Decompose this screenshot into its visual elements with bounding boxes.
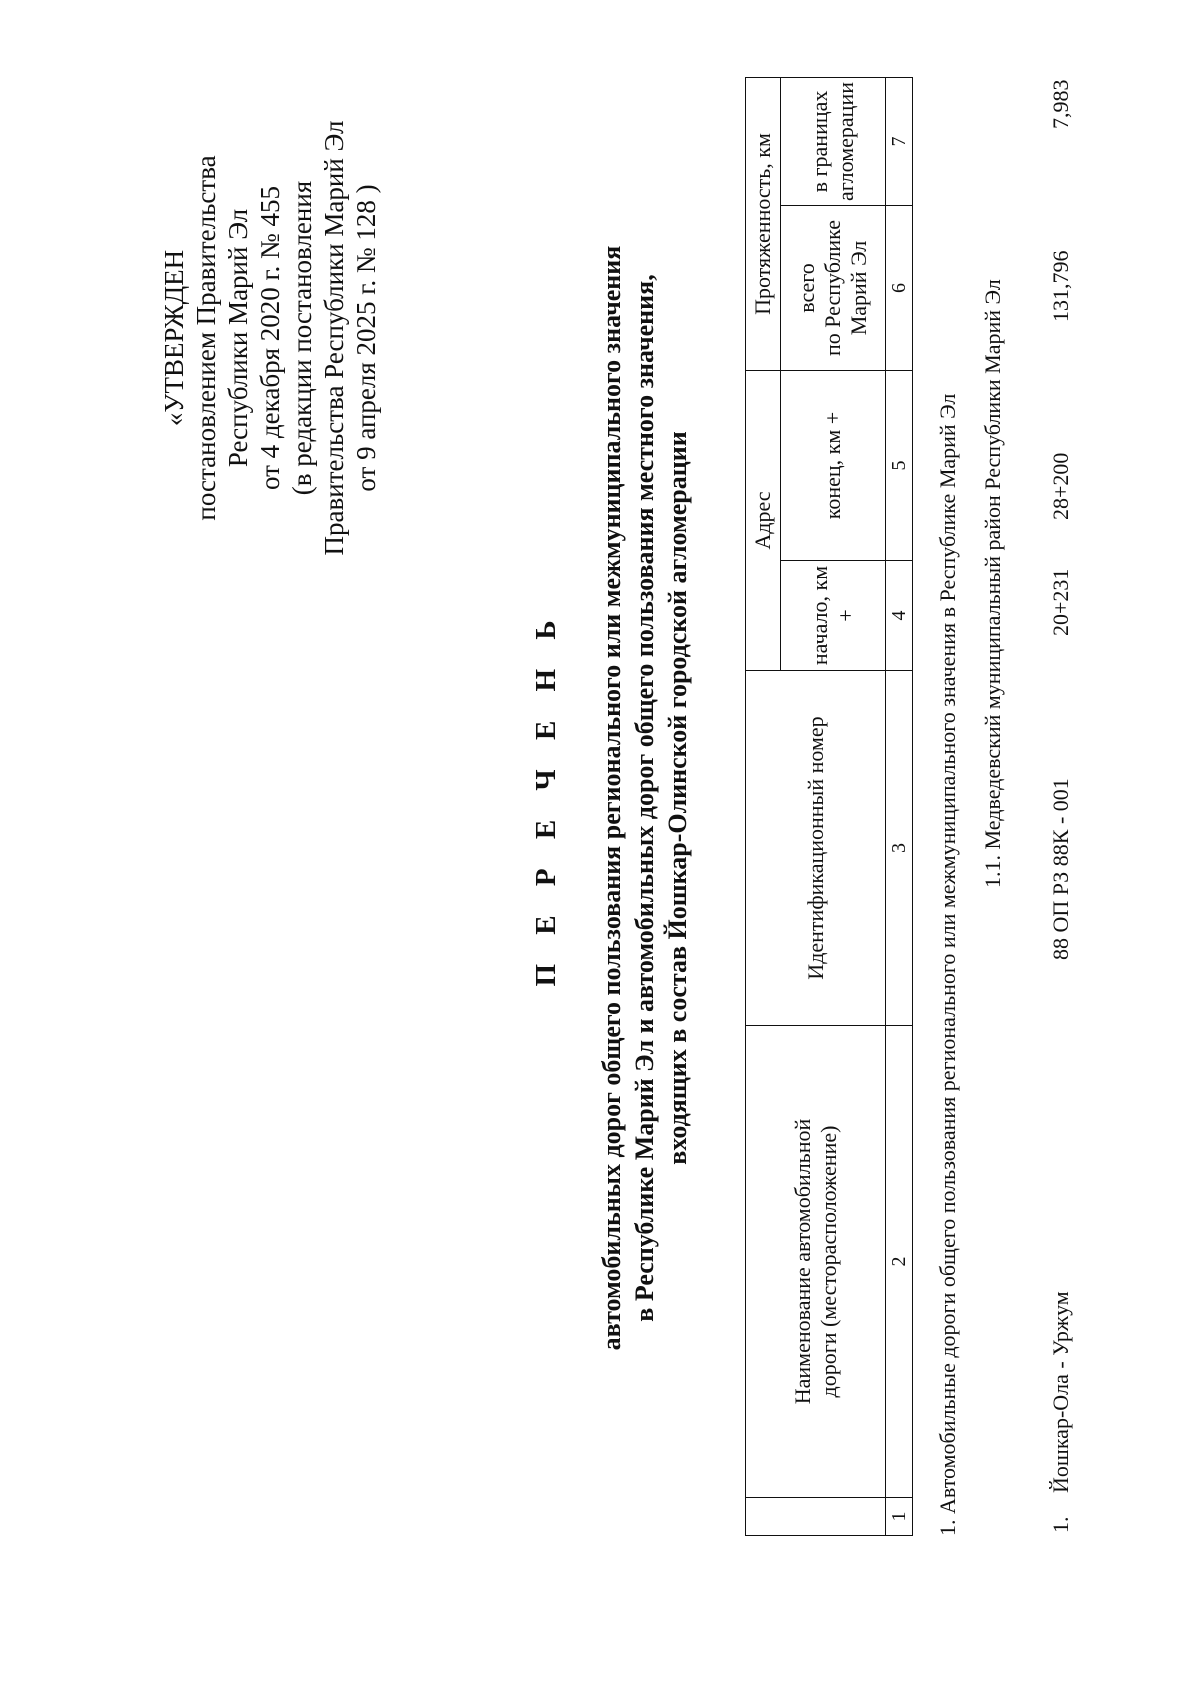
document-subtitle xyxy=(595,48,694,1548)
approval-line: Республики Марий Эл xyxy=(223,208,253,468)
header-id-label: Идентификационный номер xyxy=(802,716,828,980)
row-road-id: 88 ОП РЗ 88К - 001 xyxy=(1048,778,1073,960)
header-cell-end xyxy=(781,371,886,561)
subtitle-line: автомобильных дорог общего пользования регионального или межмуниципального значения xyxy=(597,245,626,1351)
document-title: П Е Р Е Ч Е Н Ь xyxy=(530,609,562,987)
column-number-5: 5 xyxy=(886,371,913,561)
column-number-4: 4 xyxy=(886,561,913,671)
header-group-address: Адрес xyxy=(746,371,781,671)
row-agglo-length: 7,983 xyxy=(1048,79,1073,129)
header-cell-agglo xyxy=(781,77,886,205)
header-group-length: Протяженность, км xyxy=(746,77,781,370)
column-number-3: 3 xyxy=(886,671,913,1026)
row-number: 1. xyxy=(1048,1516,1073,1533)
rotated-landscape-sheet xyxy=(40,48,1160,1648)
approval-line: от 4 декабря 2020 г. № 455 xyxy=(255,185,285,491)
section-heading: 1. Автомобильные дороги общего пользования регионального или межмуниципального значения в Республике Марий Эл xyxy=(935,393,960,1536)
subsection-heading: 1.1. Медведевский муниципальный район Республики Марий Эл xyxy=(980,279,1005,888)
header-cell-total xyxy=(781,206,886,371)
header-cell-number xyxy=(746,1498,886,1536)
roads-table-header xyxy=(745,77,913,1536)
row-end-km: 28+200 xyxy=(1048,452,1073,520)
subtitle-line: входящих в состав Йошкар-Олинской городской агломерации xyxy=(663,431,692,1165)
approval-line: от 9 апреля 2025 г. № 128 ) xyxy=(351,184,381,492)
column-number-6: 6 xyxy=(886,206,913,371)
row-road-name: Йошкар-Ола - Уржум xyxy=(1048,1291,1073,1493)
approval-line: Правительства Республики Марий Эл xyxy=(319,120,349,556)
column-number-7: 7 xyxy=(886,77,913,205)
header-start-label: начало, км + xyxy=(807,565,858,666)
subtitle-line: в Республике Марий Эл и автомобильных дорог общего пользования местного значения, xyxy=(630,274,659,1322)
header-end-label: конец, км + xyxy=(820,411,845,520)
approval-line: постановлением Правительства xyxy=(191,155,221,521)
header-total-label: всего по Республике Марий Эл xyxy=(794,219,871,357)
approval-line: «УТВЕРЖДЕН xyxy=(159,249,189,427)
approval-stamp-block xyxy=(158,88,382,588)
row-start-km: 20+231 xyxy=(1048,568,1073,636)
header-agglo-label: в границах агломерации xyxy=(807,81,858,201)
approval-line: (в редакции постановления xyxy=(287,180,317,496)
column-number-2: 2 xyxy=(886,1026,913,1498)
header-name-label: Наименование автомобильной дороги (месторасположение) xyxy=(789,1118,841,1405)
row-total-length: 131,796 xyxy=(1048,250,1073,322)
header-cell-id xyxy=(746,671,886,1026)
column-number-1: 1 xyxy=(886,1498,913,1536)
header-cell-start xyxy=(781,561,886,671)
header-cell-name xyxy=(746,1026,886,1498)
